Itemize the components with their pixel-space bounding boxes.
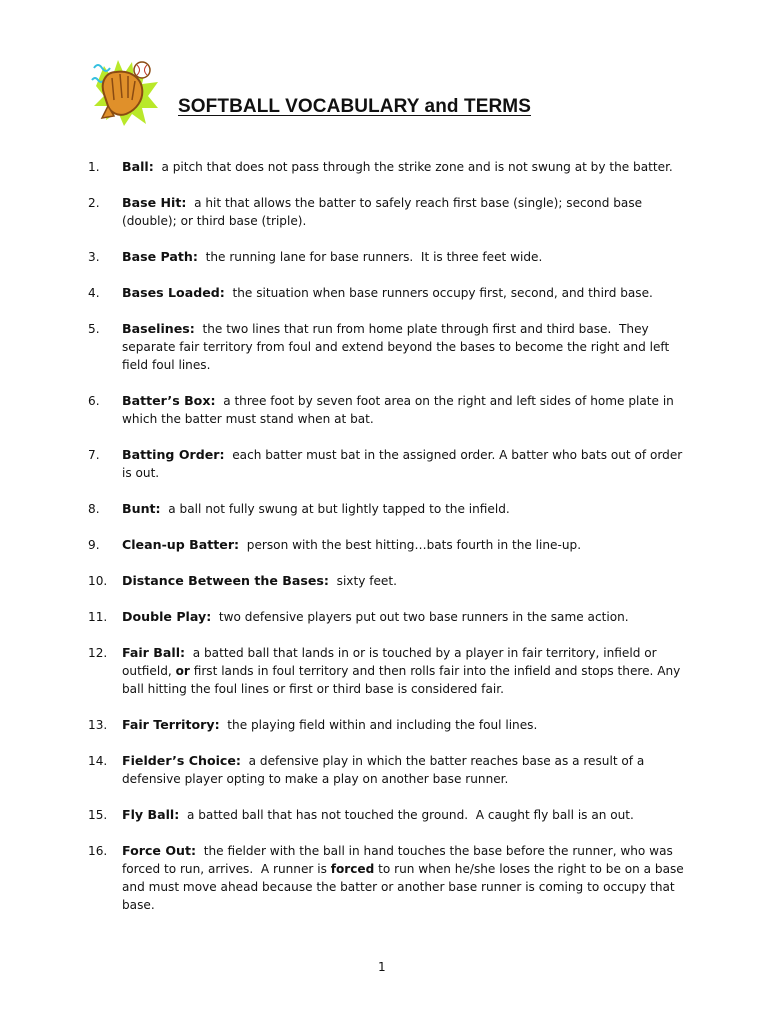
item-text <box>122 608 688 626</box>
definition-text: a pitch that does not pass through the strike zone and is not swung at by the batter. <box>153 160 673 174</box>
item-number: 5. <box>88 322 100 336</box>
definition-text: a ball not fully swung at but lightly tapped to the infield. <box>160 502 510 516</box>
item-text <box>122 842 688 914</box>
vocabulary-item <box>88 716 688 734</box>
vocabulary-item <box>88 446 688 482</box>
item-term: Distance Between the Bases: <box>122 573 329 588</box>
vocabulary-item <box>88 284 688 302</box>
vocabulary-item <box>88 572 688 590</box>
item-term: Base Path: <box>122 249 198 264</box>
item-term: Ball: <box>122 159 154 174</box>
vocabulary-item <box>88 500 688 518</box>
item-term: Batting Order: <box>122 447 225 462</box>
vocabulary-item <box>88 842 688 914</box>
splash-wave <box>94 65 110 71</box>
item-definition <box>154 160 673 174</box>
item-term: Baselines: <box>122 321 195 336</box>
item-definition <box>161 502 510 516</box>
item-definition <box>211 610 628 624</box>
item-definition <box>122 844 688 912</box>
item-number: 14. <box>88 754 108 768</box>
definition-text: a three foot by seven foot area on the right and left sides of home plate in which the batter must stand when at bat. <box>122 394 678 426</box>
item-text <box>122 752 688 788</box>
item-number: 1. <box>88 160 100 174</box>
item-definition <box>220 718 538 732</box>
vocabulary-item <box>88 806 688 824</box>
item-term: Bunt: <box>122 501 161 516</box>
item-term: Base Hit: <box>122 195 187 210</box>
item-term: Fair Ball: <box>122 645 186 660</box>
definition-text: each batter must bat in the assigned order. A batter who bats out of order is out. <box>122 448 687 480</box>
item-number: 7. <box>88 448 100 462</box>
item-number: 8. <box>88 502 100 516</box>
item-term: Force Out: <box>122 843 197 858</box>
definition-text: a batted ball that has not touched the ground. A caught fly ball is an out. <box>179 808 634 822</box>
vocabulary-item <box>88 248 688 266</box>
item-term: Fielder’s Choice: <box>122 753 241 768</box>
vocabulary-item <box>88 194 688 230</box>
item-definition <box>239 538 581 552</box>
definition-text: the fielder with the ball in hand touches the base before the runner, who was forced to run, arrives. A runner is <box>122 844 677 876</box>
item-number: 9. <box>88 538 100 552</box>
item-definition <box>179 808 634 822</box>
item-text <box>122 572 688 590</box>
item-definition <box>225 286 653 300</box>
definition-text: the situation when base runners occupy first, second, and third base. <box>224 286 653 300</box>
item-text <box>122 158 688 176</box>
definition-emphasis: or <box>175 664 190 678</box>
vocabulary-item <box>88 608 688 626</box>
item-text <box>122 644 688 698</box>
vocabulary-item <box>88 644 688 698</box>
definition-text: two defensive players put out two base runners in the same action. <box>211 610 629 624</box>
item-text <box>122 500 688 518</box>
definition-text: the running lane for base runners. It is three feet wide. <box>197 250 543 264</box>
item-term: Double Play: <box>122 609 212 624</box>
item-text <box>122 284 688 302</box>
item-definition <box>122 196 646 228</box>
item-number: 15. <box>88 808 108 822</box>
item-term: Fly Ball: <box>122 807 180 822</box>
page-title: SOFTBALL VOCABULARY and TERMS <box>178 96 531 117</box>
item-term: Batter’s Box: <box>122 393 216 408</box>
vocabulary-item <box>88 752 688 788</box>
item-number: 16. <box>88 844 108 858</box>
definition-text: sixty feet. <box>328 574 397 588</box>
softball-icon <box>134 62 150 78</box>
item-text <box>122 392 688 428</box>
definition-text: a batted ball that lands in or is touched by a player in fair territory, infield or outfield, <box>122 646 661 678</box>
definition-text: person with the best hitting…bats fourth in the line-up. <box>239 538 582 552</box>
item-term: Bases Loaded: <box>122 285 225 300</box>
item-number: 12. <box>88 646 108 660</box>
item-text <box>122 716 688 734</box>
item-number: 10. <box>88 574 108 588</box>
definition-text: first lands in foul territory and then rolls fair into the infield and stops there. Any ball hitting the foul lines or first or third base is considered fair. <box>122 664 685 696</box>
vocabulary-item <box>88 320 688 374</box>
item-number: 2. <box>88 196 100 210</box>
item-number: 4. <box>88 286 100 300</box>
item-term: Fair Territory: <box>122 717 220 732</box>
softball-glove-icon <box>88 56 162 128</box>
item-term: Clean-up Batter: <box>122 537 240 552</box>
item-number: 3. <box>88 250 100 264</box>
definition-text: to run when he/she loses the right to be on a base and must move ahead because the batter or another base runner is coming to occupy that base. <box>122 862 688 912</box>
item-definition <box>329 574 397 588</box>
vocabulary-item <box>88 158 688 176</box>
item-number: 13. <box>88 718 108 732</box>
item-text <box>122 536 688 554</box>
item-text <box>122 446 688 482</box>
page-number: 1 <box>378 960 386 974</box>
item-definition <box>122 322 673 372</box>
definition-text: a hit that allows the batter to safely reach first base (single); second base (double); or third base (triple). <box>122 196 646 228</box>
definition-text: the two lines that run from home plate through first and third base. They separate fair territory from foul and extend beyond the bases to become the right and left field foul lines. <box>122 322 674 372</box>
item-number: 6. <box>88 394 100 408</box>
item-text <box>122 320 688 374</box>
item-text <box>122 806 688 824</box>
item-text <box>122 248 688 266</box>
item-text <box>122 194 688 230</box>
definition-emphasis: forced <box>330 862 375 876</box>
item-definition <box>122 646 684 696</box>
item-definition <box>198 250 542 264</box>
logo <box>88 56 162 128</box>
vocabulary-item <box>88 392 688 428</box>
definition-text: the playing field within and including the foul lines. <box>219 718 538 732</box>
definition-text: a defensive play in which the batter reaches base as a result of a defensive player opting to make a play on another base runner. <box>122 754 649 786</box>
item-number: 11. <box>88 610 108 624</box>
vocabulary-item <box>88 536 688 554</box>
